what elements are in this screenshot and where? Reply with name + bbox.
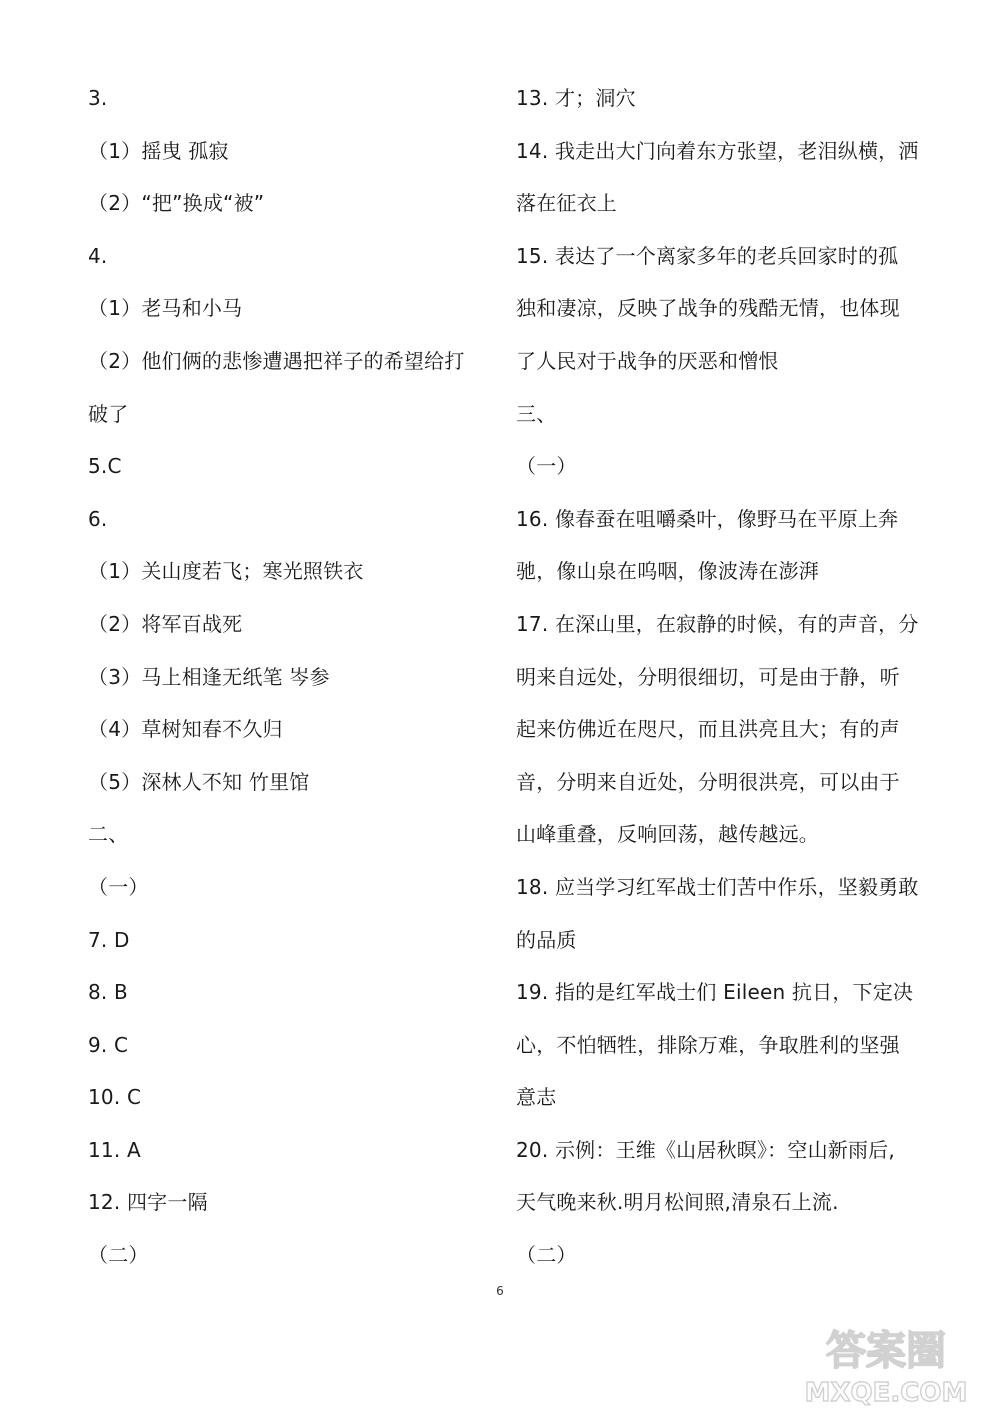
answer-line: （一） bbox=[88, 874, 149, 899]
answer-line: 破了 bbox=[88, 401, 129, 426]
answer-line: （3）马上相逢无纸笔 岑参 bbox=[88, 664, 330, 689]
answer-line: 三、 bbox=[516, 401, 557, 426]
answer-line: （2）将军百战死 bbox=[88, 611, 243, 636]
answer-line: （二） bbox=[88, 1243, 149, 1268]
answer-line: 12. 四字一隔 bbox=[88, 1190, 208, 1215]
watermark-text-top: 答案圈 bbox=[826, 1328, 946, 1374]
answer-line: 14. 我走出大门向着东方张望，老泪纵横，洒 bbox=[516, 138, 919, 163]
answer-line: 4. bbox=[88, 243, 108, 268]
answer-line: 19. 指的是红军战士们 Eileen 抗日，下定决 bbox=[516, 980, 914, 1005]
answer-line: 13. 才；洞穴 bbox=[516, 86, 636, 110]
answer-line: 音，分明来自近处，分明很洪亮，可以由于 bbox=[516, 769, 900, 794]
answer-line: （4）草树知春不久归 bbox=[88, 717, 283, 742]
answer-line: 落在征衣上 bbox=[516, 191, 617, 216]
answer-line: （二） bbox=[516, 1243, 577, 1268]
left-column bbox=[88, 72, 488, 1282]
answer-line: 10. C bbox=[88, 1085, 142, 1110]
answer-line: 3. bbox=[88, 86, 108, 110]
watermark-logo bbox=[786, 1319, 986, 1409]
answer-line: 山峰重叠，反响回荡，越传越远。 bbox=[516, 822, 819, 847]
answer-line: （2）他们俩的悲惨遭遇把祥子的希望给打 bbox=[88, 348, 465, 373]
answer-line: 5.C bbox=[88, 454, 122, 479]
answer-line: （1）老马和小马 bbox=[88, 296, 243, 321]
answer-line: 起来仿佛近在咫尺，而且洪亮且大；有的声 bbox=[516, 717, 900, 742]
page-number: 6 bbox=[496, 1284, 504, 1298]
answer-line: （5）深林人不知 竹里馆 bbox=[88, 769, 310, 794]
answer-line: 15. 表达了一个离家多年的老兵回家时的孤 bbox=[516, 243, 899, 268]
answer-line: 的品质 bbox=[516, 927, 577, 952]
answer-line: 20. 示例：王维《山居秋暝》：空山新雨后, bbox=[516, 1137, 895, 1162]
answer-line: 6. bbox=[88, 506, 108, 531]
answer-line: 二、 bbox=[88, 822, 129, 847]
answer-line: 8. B bbox=[88, 980, 128, 1005]
watermark-text-bottom: MXQE.COM bbox=[804, 1378, 968, 1408]
right-column bbox=[516, 72, 919, 1282]
answer-line: 16. 像春蚕在咀嚼桑叶，像野马在平原上奔 bbox=[516, 506, 899, 531]
answer-line: （1）关山度若飞；寒光照铁衣 bbox=[88, 559, 364, 584]
answer-line: 心，不怕牺牲，排除万难，争取胜利的坚强 bbox=[516, 1032, 900, 1057]
answer-line: 天气晚来秋.明月松间照,清泉石上流. bbox=[516, 1190, 839, 1215]
answer-line: 驰，像山泉在呜咽，像波涛在澎湃 bbox=[516, 559, 819, 584]
answer-line: 意志 bbox=[516, 1085, 557, 1110]
answer-line: 18. 应当学习红军战士们苦中作乐，坚毅勇敢 bbox=[516, 874, 919, 899]
answer-line: 11. A bbox=[88, 1137, 141, 1162]
answer-line: 明来自远处，分明很细切，可是由于静，听 bbox=[516, 664, 900, 689]
answer-line: （1）摇曳 孤寂 bbox=[88, 138, 229, 163]
answer-line: 17. 在深山里，在寂静的时候，有的声音，分 bbox=[516, 611, 919, 636]
answer-line: （2）“把”换成“被” bbox=[88, 191, 265, 216]
answer-line: （一） bbox=[516, 454, 577, 479]
answer-line: 9. C bbox=[88, 1032, 129, 1057]
answer-line: 7. D bbox=[88, 927, 130, 952]
answer-line: 了人民对于战争的厌恶和憎恨 bbox=[516, 348, 779, 373]
answer-line: 独和凄凉，反映了战争的残酷无情，也体现 bbox=[516, 296, 900, 321]
